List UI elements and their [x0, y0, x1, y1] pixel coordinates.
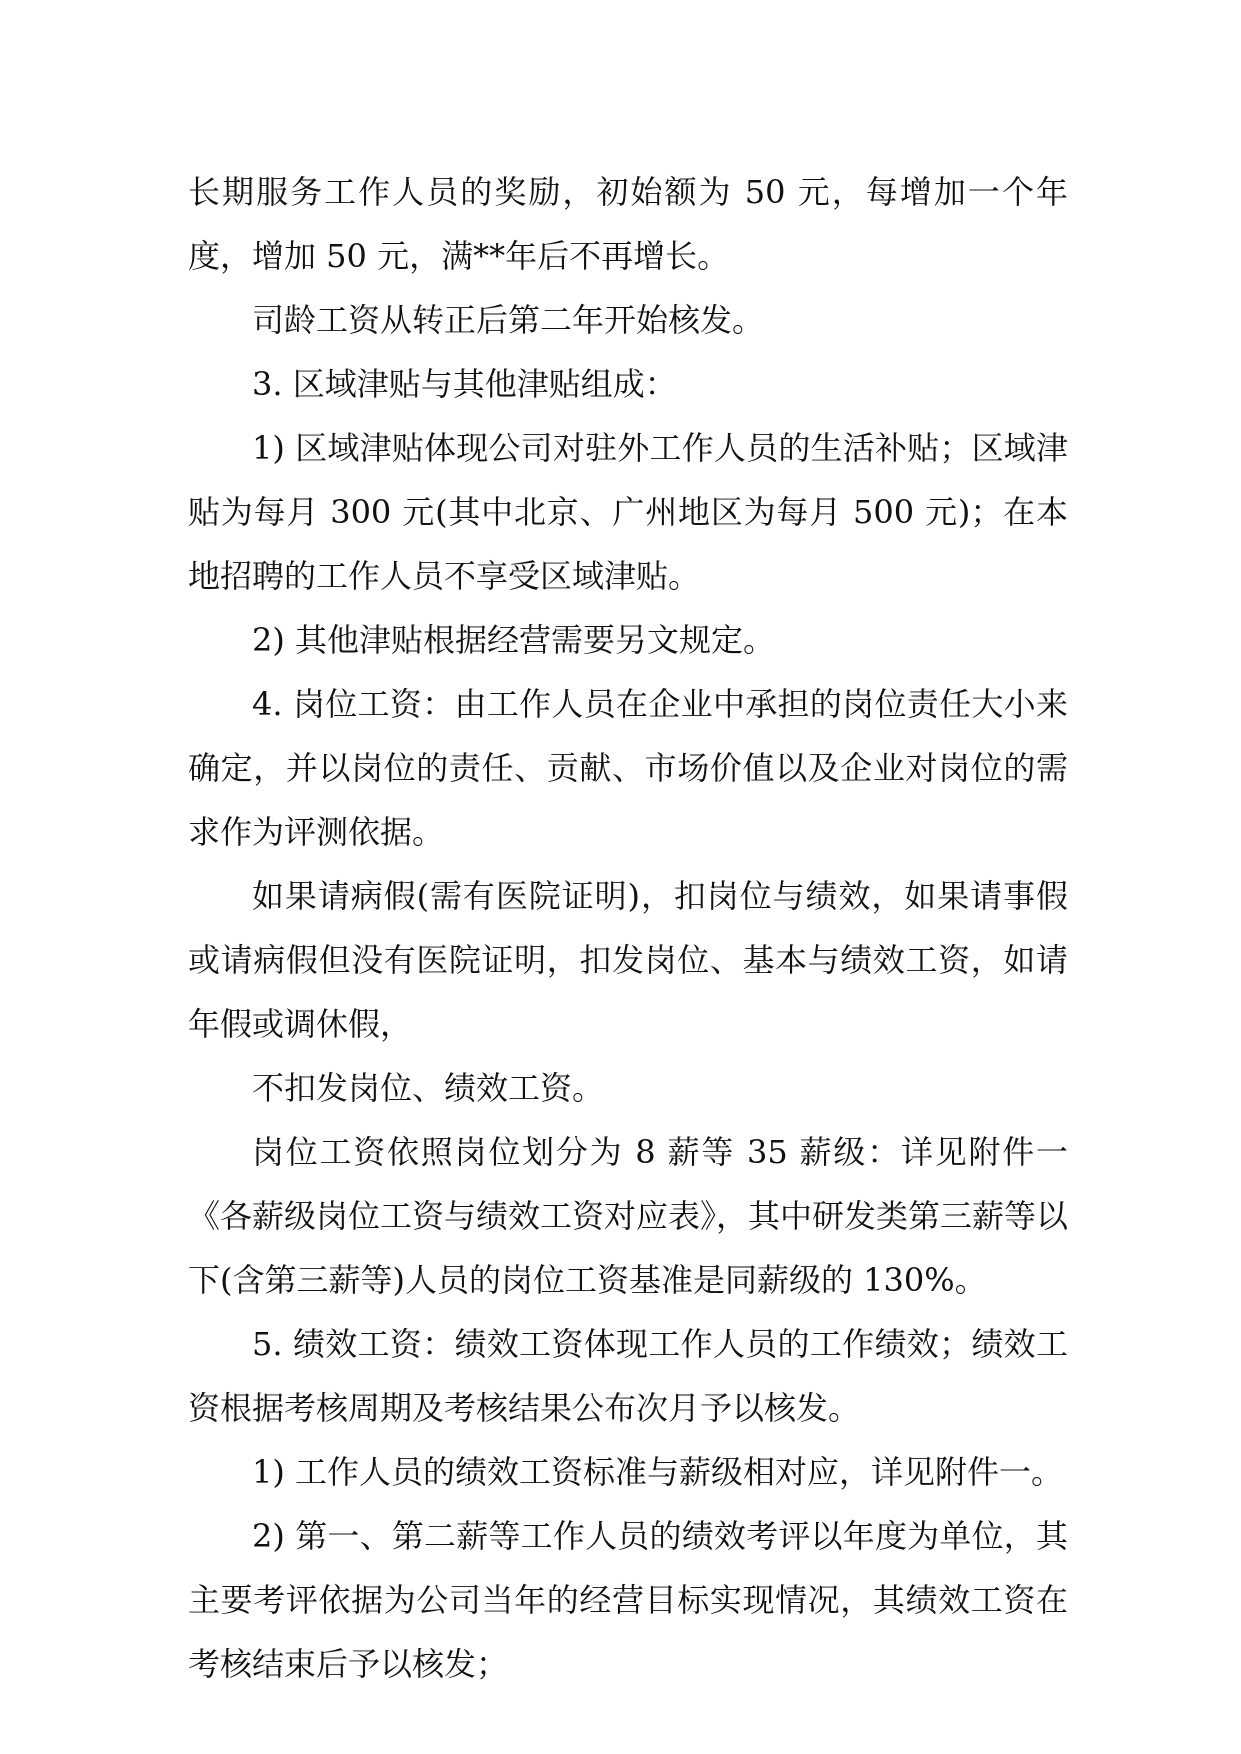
paragraph-6: 4. 岗位工资：由工作人员在企业中承担的岗位责任大小来确定，并以岗位的责任、贡献、市场价值以及企业对岗位的需求作为评测依据。: [188, 685, 1068, 851]
paragraph-3: 3. 区域津贴与其他津贴组成：: [252, 365, 677, 403]
paragraph-9: 岗位工资依照岗位划分为 8 薪等 35 薪级：详见附件一《各薪级岗位工资与绩效工资对应表》，其中研发类第三薪等以下(含第三薪等)人员的岗位工资基准是同薪级的 130%。: [188, 1133, 1069, 1299]
paragraph-12: 2) 第一、第二薪等工作人员的绩效考评以年度为单位，其主要考评依据为公司当年的经营目标实现情况，其绩效工资在考核结束后予以核发；: [188, 1517, 1068, 1683]
document-body: [188, 160, 1068, 1696]
paragraph-11: 1) 工作人员的绩效工资标准与薪级相对应，详见附件一。: [252, 1453, 1064, 1491]
paragraph-5: 2) 其他津贴根据经营需要另文规定。: [252, 621, 776, 659]
paragraph-7: 如果请病假(需有医院证明)，扣岗位与绩效，如果请事假或请病假但没有医院证明，扣发岗位、基本与绩效工资，如请年假或调休假，: [188, 877, 1068, 1043]
paragraph-4: 1) 区域津贴体现公司对驻外工作人员的生活补贴；区域津贴为每月 300 元(其中北京、广州地区为每月 500 元)；在本地招聘的工作人员不享受区域津贴。: [188, 429, 1068, 595]
paragraph-2: 司龄工资从转正后第二年开始核发。: [252, 301, 765, 339]
paragraph-1: 长期服务工作人员的奖励，初始额为 50 元，每增加一个年度，增加 50 元，满**年后不再增长。: [188, 173, 1068, 275]
paragraph-10: 5. 绩效工资：绩效工资体现工作人员的工作绩效；绩效工资根据考核周期及考核结果公布次月予以核发。: [188, 1325, 1068, 1427]
paragraph-8: 不扣发岗位、绩效工资。: [252, 1069, 605, 1107]
